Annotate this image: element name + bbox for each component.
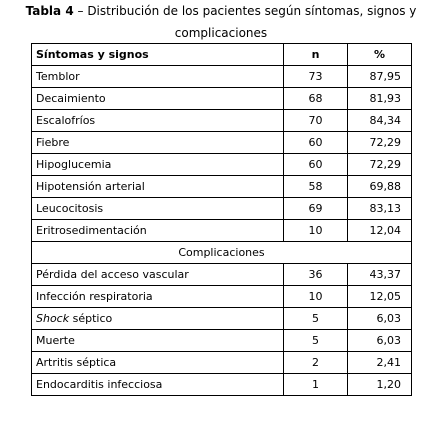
- table-row: [32, 132, 412, 154]
- row-label: Decaimiento: [32, 88, 284, 110]
- header-n: n: [284, 44, 348, 66]
- caption-text-1: – Distribución de los pacientes según síntomas, signos y: [73, 4, 417, 18]
- row-label: Temblor: [32, 66, 284, 88]
- row-n: 70: [284, 110, 348, 132]
- caption-label: Tabla 4: [25, 4, 74, 18]
- row-n: 2: [284, 352, 348, 374]
- symptoms-table: [31, 43, 412, 396]
- row-percent: 1,20: [348, 374, 412, 396]
- table-row: [32, 198, 412, 220]
- row-label-rest: séptico: [69, 312, 113, 325]
- section-title-complications: Complicaciones: [32, 242, 412, 264]
- row-n: 58: [284, 176, 348, 198]
- row-n: 60: [284, 132, 348, 154]
- row-percent: 72,29: [348, 132, 412, 154]
- row-n: 60: [284, 154, 348, 176]
- row-n: 10: [284, 220, 348, 242]
- row-label: Fiebre: [32, 132, 284, 154]
- row-n: 69: [284, 198, 348, 220]
- table-row: [32, 220, 412, 242]
- table-row: [32, 154, 412, 176]
- row-label: Leucocitosis: [32, 198, 284, 220]
- row-percent: 72,29: [348, 154, 412, 176]
- row-label: Artritis séptica: [32, 352, 284, 374]
- row-percent: 12,04: [348, 220, 412, 242]
- table-header-row: [32, 44, 412, 66]
- row-n: 1: [284, 374, 348, 396]
- table-row: [32, 88, 412, 110]
- row-label-italic: Shock: [36, 312, 70, 325]
- row-percent: 2,41: [348, 352, 412, 374]
- section-row: [32, 242, 412, 264]
- row-label: Infección respiratoria: [32, 286, 284, 308]
- row-n: 10: [284, 286, 348, 308]
- row-n: 68: [284, 88, 348, 110]
- row-label: Hipoglucemia: [32, 154, 284, 176]
- row-percent: 6,03: [348, 330, 412, 352]
- row-percent: 87,95: [348, 66, 412, 88]
- table-row: [32, 286, 412, 308]
- table-row: [32, 176, 412, 198]
- row-percent: 81,93: [348, 88, 412, 110]
- row-percent: 6,03: [348, 308, 412, 330]
- row-percent: 84,34: [348, 110, 412, 132]
- caption-line-2: complicaciones: [174, 26, 268, 40]
- table-row: [32, 330, 412, 352]
- row-label: Pérdida del acceso vascular: [32, 264, 284, 286]
- row-label: Muerte: [32, 330, 284, 352]
- table-row: [32, 352, 412, 374]
- row-n: 73: [284, 66, 348, 88]
- table-row: [32, 66, 412, 88]
- row-label: Escalofríos: [32, 110, 284, 132]
- header-percent: %: [348, 44, 412, 66]
- caption-line-1: [0, 0, 442, 22]
- row-n: 36: [284, 264, 348, 286]
- row-percent: 83,13: [348, 198, 412, 220]
- row-label: [32, 308, 284, 330]
- table-caption: [0, 0, 442, 44]
- row-label: Eritrosedimentación: [32, 220, 284, 242]
- row-label: Endocarditis infecciosa: [32, 374, 284, 396]
- table-row: [32, 264, 412, 286]
- row-n: 5: [284, 308, 348, 330]
- table-row: [32, 374, 412, 396]
- table-row: [32, 308, 412, 330]
- row-percent: 43,37: [348, 264, 412, 286]
- row-label: Hipotensión arterial: [32, 176, 284, 198]
- table-row: [32, 110, 412, 132]
- header-symptoms: Síntomas y signos: [32, 44, 284, 66]
- row-percent: 69,88: [348, 176, 412, 198]
- row-n: 5: [284, 330, 348, 352]
- row-percent: 12,05: [348, 286, 412, 308]
